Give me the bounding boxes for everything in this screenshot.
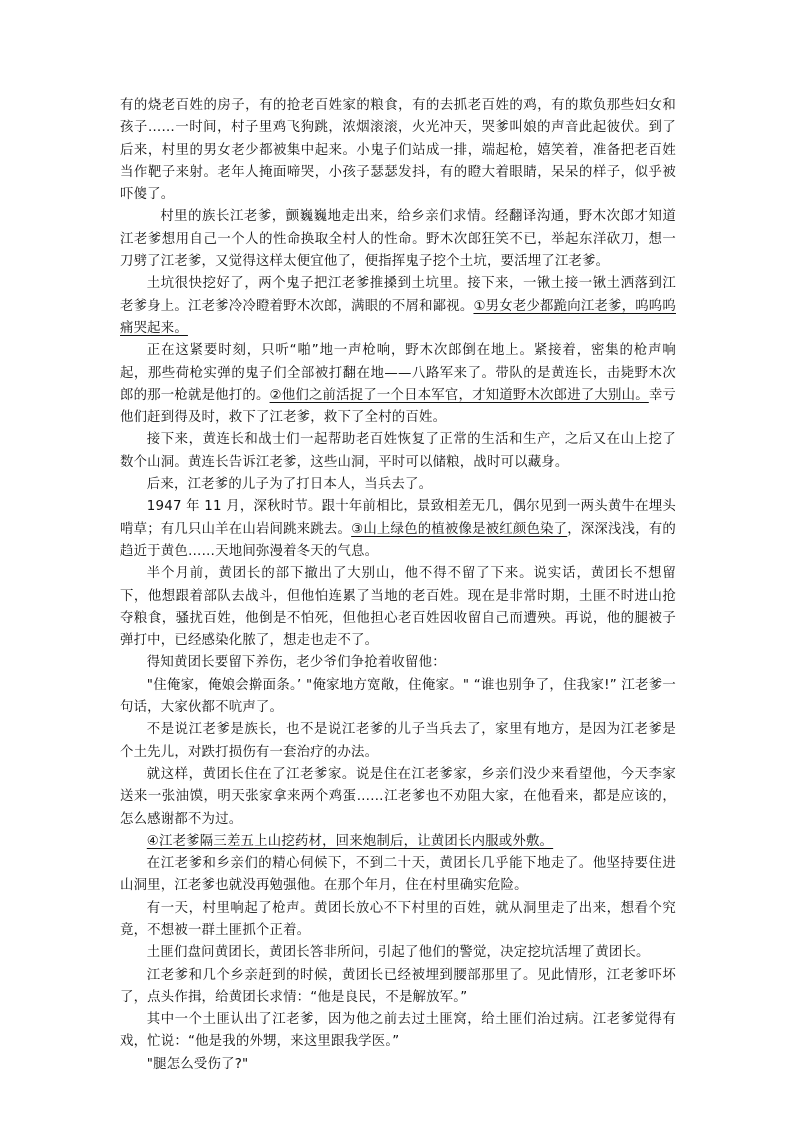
text-segment: 接下来，黄连长和战士们一起帮助老百姓恢复了正常的生活和生产，之后又在山上挖了数个山洞。黄连长告诉江老爹，这些山洞，平时可以储粮，战时可以藏身。 <box>120 432 676 470</box>
text-segment: 江老爹和几个乡亲赶到的时候，黄团长已经被埋到腰部那里了。见此情形，江老爹吓坏了，点头作揖，给黄团长求情：“他是良民，不是解放军。” <box>120 967 676 1005</box>
story-paragraph-17 <box>120 965 676 1010</box>
story-paragraph-9 <box>120 652 676 674</box>
story-paragraph-6 <box>120 474 676 496</box>
story-paragraph-16 <box>120 942 676 964</box>
story-paragraph-10 <box>120 675 676 720</box>
text-segment: 得知黄团长要留下养伤，老少爷们争抢着收留他： <box>146 655 446 671</box>
text-segment: ，深深浅浅，有的趋近于黄色……天地间弥漫着冬天的气息。 <box>120 521 676 559</box>
text-segment: 土坑很快挖好了，两个鬼子把江老爹推搡到土坑里。接下来，一锹土接一锹土洒落到江老爹身上。江老爹冷冷瞪着野木次郎，满眼的不屑和鄙视。 <box>120 276 676 314</box>
text-segment: 幸亏他们赶到得及时，救下了江老爹，救下了全村的百姓。 <box>120 387 676 426</box>
text-segment: 半个月前，黄团长的部下撤出了大别山，他不得不留了下来。说实话，黄团长不想留下，他想跟着部队去战斗，但他怕连累了当地的老百姓。现在是非常时期，土匪不时进山抢夺粮食，骚扰百姓，他倒是不怕死，但他担心老百姓因收留自己而遭殃。再说，他的腿被子弹打中，已经感染化脓了，想走也走不了。 <box>120 566 676 649</box>
story-paragraph-7 <box>120 496 676 563</box>
text-segment: "腿怎么受伤了?" <box>146 1056 249 1072</box>
text-segment: 有一天，村里响起了枪声。黄团长放心不下村里的百姓，就从洞里走了出来，想看个究竟，不想被一群土匪抓个正着。 <box>120 900 676 938</box>
text-segment: 不是说江老爹是族长，也不是说江老爹的儿子当兵去了，家里有地方，是因为江老爹是个土先儿，对跌打损伤有一套治疗的办法。 <box>120 722 676 760</box>
text-segment: 1947 年 11 月，深秋时节。跟十年前相比，景致相差无几，偶尔见到一两头黄牛在埋头啃草；有几只山羊在山岩间跳来跳去。 <box>120 499 676 537</box>
story-paragraph-1 <box>120 95 676 206</box>
text-segment: 后来，江老爹的儿子为了打日本人，当兵去了。 <box>146 477 433 493</box>
story-paragraph-5 <box>120 429 676 474</box>
story-paragraph-3 <box>120 273 676 340</box>
story-paragraph-11 <box>120 719 676 764</box>
story-page <box>120 95 676 1076</box>
story-paragraph-18 <box>120 1009 676 1054</box>
underlined-sentence: ②他们之前活捉了一个日本军官，才知道野木次郎进了大别山。 <box>269 387 649 403</box>
underlined-sentence: ③山上绿色的植被像是被红颜色染了 <box>351 521 568 537</box>
story-paragraph-19 <box>120 1054 676 1076</box>
story-paragraph-2 <box>120 206 676 273</box>
text-segment: 土匪们盘问黄团长，黄团长答非所问，引起了他们的警觉，决定挖坑活埋了黄团长。 <box>146 945 650 961</box>
story-paragraph-13 <box>120 831 676 853</box>
text-segment: 正在这紧要时刻，只听“啪”地一声枪响，野木次郎倒在地上。紧接着，密集的枪声响起，那些荷枪实弹的鬼子们全部被打翻在地——八路军来了。带队的是黄连长，击毙野木次郎的那一枪就是他打的。 <box>120 343 676 403</box>
text-segment: 在江老爹和乡亲们的精心伺候下，不到二十天，黄团长几乎能下地走了。他坚持要住进山洞里，江老爹也就没再勉强他。在那个年月，住在村里确实危险。 <box>120 856 676 894</box>
story-paragraph-15 <box>120 898 676 943</box>
story-paragraph-4 <box>120 340 676 429</box>
text-segment: 有的烧老百姓的房子，有的抢老百姓家的粮食，有的去抓老百姓的鸡，有的欺负那些妇女和孩子……一时间，村子里鸡飞狗跳，浓烟滚滚，火光冲天，哭爹叫娘的声音此起彼伏。到了后来，村里的男女老少都被集中起来。小鬼子们站成一排，端起枪，嬉笑着，准备把老百姓当作靶子来射。老年人掩面啼哭，小孩子瑟瑟发抖，有的瞪大着眼睛，呆呆的样子，似乎被吓傻了。 <box>120 98 676 203</box>
story-paragraph-14 <box>120 853 676 898</box>
text-segment: 就这样，黄团长住在了江老爹家。说是住在江老爹家，乡亲们没少来看望他，今天李家送来一张油馍，明天张家拿来两个鸡蛋……江老爹也不劝阻大家，在他看来，都是应该的，怎么感谢都不为过。 <box>120 766 676 827</box>
story-paragraph-8 <box>120 563 676 652</box>
underlined-sentence: ①男女老少都跪向江老爹，呜呜呜痛哭起来。 <box>120 298 676 336</box>
underlined-sentence: ④江老爹隔三差五上山挖药材，回来炮制后，让黄团长内服或外敷。 <box>146 833 554 849</box>
story-paragraph-12 <box>120 764 676 831</box>
text-segment: "住俺家，俺娘会擀面条。’ "俺家地方宽敞，住俺家。" “谁也别争了，住我家!” 江老爹一句话，大家伙都不吭声了。 <box>120 677 676 716</box>
text-segment: 村里的族长江老爹，颤巍巍地走出来，给乡亲们求情。经翻译沟通，野木次郎才知道江老爹想用自己一个人的性命换取全村人的性命。野木次郎狂笑不已，举起东洋砍刀，想一刀劈了江老爹，又觉得这样太便宜他了，便指挥鬼子挖个土坑，要活埋了江老爹。 <box>120 209 676 270</box>
text-segment: 其中一个土匪认出了江老爹，因为他之前去过土匪窝，给土匪们治过病。江老爹觉得有戏，忙说：“他是我的外甥，来这里跟我学医。” <box>120 1012 676 1050</box>
